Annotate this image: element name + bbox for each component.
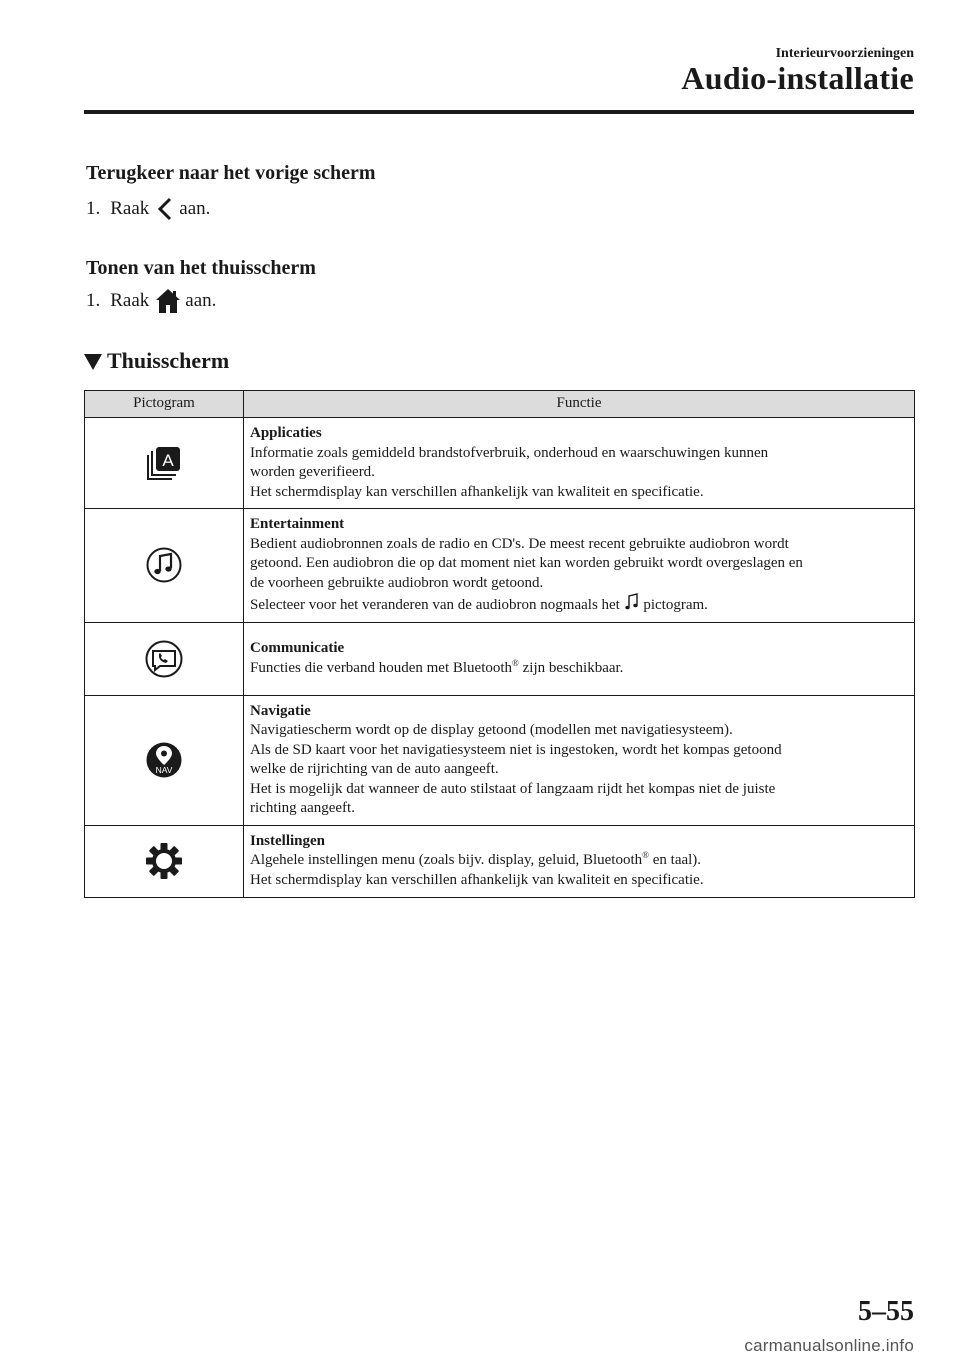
function-text: Bedient audiobronnen zoals de radio en CD's. De meest recent gebruikte audiobron wordt bbox=[250, 535, 789, 552]
step-text-pre: Raak bbox=[110, 290, 150, 311]
function-title: Applicaties bbox=[250, 425, 322, 441]
nav-icon-label: NAV bbox=[155, 765, 173, 775]
table-row bbox=[85, 622, 915, 695]
thuisscherm-heading bbox=[84, 348, 229, 374]
function-text-with-icon bbox=[250, 593, 908, 616]
registered-mark: ® bbox=[642, 850, 649, 861]
function-text: Navigatiescherm wordt op de display getoond (modellen met navigatiesysteem). bbox=[250, 722, 733, 738]
music-note-inline-icon bbox=[624, 597, 640, 613]
function-title: Communicatie bbox=[250, 640, 345, 656]
back-heading: Terugkeer naar het vorige scherm bbox=[86, 162, 376, 184]
header-chapter: Audio-installatie bbox=[681, 60, 914, 96]
registered-mark: ® bbox=[512, 657, 519, 668]
home-icon bbox=[155, 287, 181, 315]
function-text: worden geverifieerd. bbox=[250, 464, 375, 480]
music-note-icon bbox=[146, 557, 182, 573]
function-text bbox=[250, 659, 908, 679]
step-number: 1. bbox=[86, 198, 101, 219]
col-functie: Functie bbox=[244, 391, 915, 418]
function-title: Instellingen bbox=[250, 832, 326, 849]
function-text: Het schermdisplay kan verschillen afhankelijk van kwaliteit en specificatie. bbox=[250, 871, 704, 888]
function-text bbox=[250, 851, 908, 871]
table-header-row bbox=[85, 391, 915, 418]
table-row bbox=[85, 825, 915, 897]
home-heading: Tonen van het thuisscherm bbox=[86, 257, 316, 279]
function-text: Informatie zoals gemiddeld brandstofverbruik, onderhoud en waarschuwingen kunnen bbox=[250, 444, 769, 461]
table-row bbox=[85, 695, 915, 825]
back-step bbox=[86, 196, 210, 222]
function-text-pre: Selecteer voor het veranderen van de audiobron nogmaals het bbox=[250, 597, 620, 613]
step-text-post: aan. bbox=[185, 290, 217, 311]
navigation-icon bbox=[145, 751, 183, 775]
function-title: Navigatie bbox=[250, 702, 311, 719]
function-text-pre: Algehele instellingen menu (zoals bijv. display, geluid, Bluetooth bbox=[250, 852, 643, 869]
settings-gear-icon bbox=[144, 852, 184, 868]
step-text-pre: Raak bbox=[110, 198, 150, 219]
function-text: Het schermdisplay kan verschillen afhankelijk van kwaliteit en specificatie. bbox=[250, 483, 704, 500]
page-number: 5–55 bbox=[858, 1296, 914, 1327]
step-text-post: aan. bbox=[179, 198, 211, 219]
table-row bbox=[85, 418, 915, 509]
table-row bbox=[85, 509, 915, 623]
icon-table bbox=[84, 390, 915, 898]
function-text: welke de rijrichting van de auto aangeeft. bbox=[250, 761, 499, 777]
function-text: getoond. Een audiobron die op dat moment niet kan worden gebruikt wordt overgeslagen en bbox=[250, 555, 803, 571]
communication-phone-icon bbox=[145, 650, 183, 666]
col-pictogram: Pictogram bbox=[85, 391, 244, 418]
function-text-pre: Functies die verband houden met Bluetooth bbox=[250, 659, 513, 676]
home-step bbox=[86, 287, 216, 315]
watermark: carmanualsonline.info bbox=[744, 1336, 914, 1355]
function-text-post: zijn beschikbaar. bbox=[518, 659, 624, 676]
header-section: Interieurvoorzieningen bbox=[775, 46, 914, 61]
header-rule bbox=[84, 110, 914, 114]
applications-icon bbox=[146, 451, 182, 470]
triangle-bullet-icon bbox=[84, 354, 102, 370]
function-text-post: en taal). bbox=[649, 852, 702, 869]
function-title: Entertainment bbox=[250, 516, 345, 532]
function-text: richting aangeeft. bbox=[250, 800, 355, 816]
function-text: Het is mogelijk dat wanneer de auto stilstaat of langzaam rijdt het kompas niet de juiste bbox=[250, 780, 776, 797]
function-text: Als de SD kaart voor het navigatiesysteem niet is ingestoken, wordt het kompas getoond bbox=[250, 741, 782, 758]
svg-text:A: A bbox=[162, 451, 174, 470]
function-text-post: pictogram. bbox=[643, 597, 708, 613]
thuisscherm-title: Thuisscherm bbox=[107, 348, 230, 373]
chevron-left-icon bbox=[155, 196, 175, 222]
step-number: 1. bbox=[86, 290, 101, 311]
function-text: de voorheen gebruikte audiobron wordt getoond. bbox=[250, 574, 544, 591]
